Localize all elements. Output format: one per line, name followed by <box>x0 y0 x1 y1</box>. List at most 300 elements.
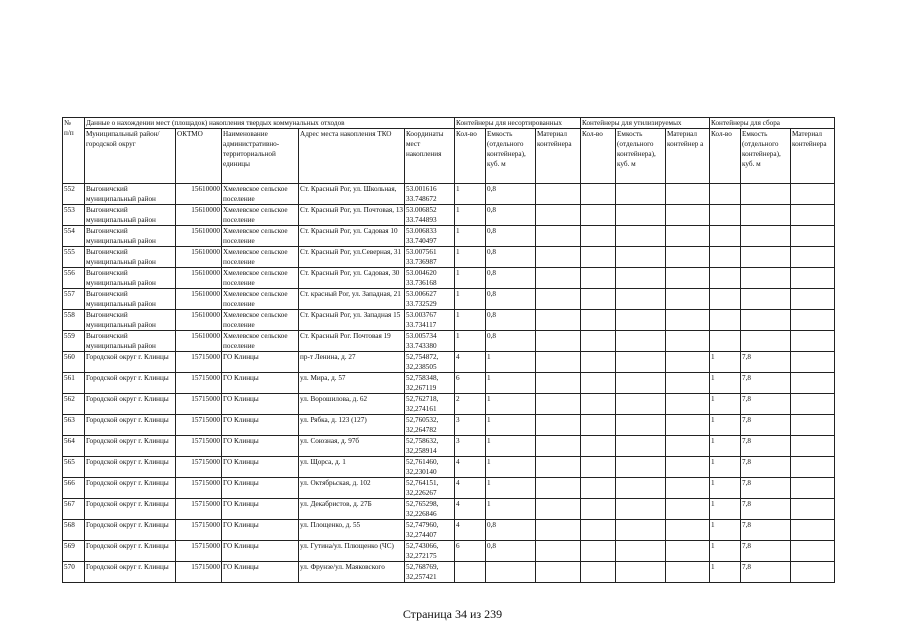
row-number: 559 <box>63 331 85 352</box>
address-cell: ул. Фрунзе/ул. Маяковского <box>299 562 405 583</box>
collection-capacity-cell <box>741 247 791 268</box>
unit-cell: Хмелевское сельское поселение <box>222 226 299 247</box>
district-cell: Городской округ г. Клинцы <box>85 457 176 478</box>
header-address: Адрес места накопления ТКО <box>299 129 405 184</box>
unsorted-qty-cell <box>455 562 486 583</box>
recyclable-material-cell <box>666 520 710 541</box>
collection-capacity-cell: 7,8 <box>741 520 791 541</box>
recyclable-qty-cell <box>581 562 616 583</box>
recyclable-material-cell <box>666 247 710 268</box>
oktmo-cell: 15610000 <box>176 226 222 247</box>
address-cell: ул. Рябка, д. 123 (127) <box>299 415 405 436</box>
recyclable-material-cell <box>666 268 710 289</box>
unsorted-qty-cell: 4 <box>455 478 486 499</box>
coords-cell: 52,764151, 32,226267 <box>405 478 455 499</box>
recyclable-material-cell <box>666 394 710 415</box>
collection-qty-cell: 1 <box>710 352 741 373</box>
oktmo-cell: 15610000 <box>176 289 222 310</box>
oktmo-cell: 15610000 <box>176 310 222 331</box>
unsorted-material-cell <box>536 415 581 436</box>
district-cell: Городской округ г. Клинцы <box>85 394 176 415</box>
recyclable-material-cell <box>666 373 710 394</box>
table-row <box>63 436 835 457</box>
recyclable-qty-cell <box>581 394 616 415</box>
collection-material-cell <box>791 415 835 436</box>
unit-cell: Хмелевское сельское поселение <box>222 247 299 268</box>
row-number: 562 <box>63 394 85 415</box>
collection-material-cell <box>791 352 835 373</box>
collection-capacity-cell <box>741 310 791 331</box>
recyclable-capacity-cell <box>616 436 666 457</box>
recyclable-capacity-cell <box>616 247 666 268</box>
address-cell: Ст. Красный Рог, ул. Садовая 10 <box>299 226 405 247</box>
recyclable-capacity-cell <box>616 331 666 352</box>
collection-capacity-cell <box>741 205 791 226</box>
unsorted-qty-cell: 6 <box>455 373 486 394</box>
coords-cell: 53.007561 33.736987 <box>405 247 455 268</box>
address-cell: ул. Мира, д. 57 <box>299 373 405 394</box>
recyclable-capacity-cell <box>616 268 666 289</box>
address-cell: ул. Октябрьская, д. 102 <box>299 478 405 499</box>
unit-cell: ГО Клинцы <box>222 457 299 478</box>
recyclable-capacity-cell <box>616 499 666 520</box>
waste-sites-table <box>62 117 835 583</box>
collection-material-cell <box>791 499 835 520</box>
collection-material-cell <box>791 478 835 499</box>
recyclable-material-cell <box>666 205 710 226</box>
collection-capacity-cell: 7,8 <box>741 499 791 520</box>
row-number: 556 <box>63 268 85 289</box>
unsorted-qty-cell: 1 <box>455 226 486 247</box>
recyclable-material-cell <box>666 331 710 352</box>
unsorted-capacity-cell: 1 <box>486 373 536 394</box>
collection-material-cell <box>791 289 835 310</box>
row-number: 563 <box>63 415 85 436</box>
unsorted-qty-cell: 3 <box>455 415 486 436</box>
unsorted-material-cell <box>536 457 581 478</box>
address-cell: ул. Союзная, д. 97б <box>299 436 405 457</box>
unit-cell: ГО Клинцы <box>222 394 299 415</box>
collection-capacity-cell: 7,8 <box>741 457 791 478</box>
coords-cell: 52,765298, 32,226846 <box>405 499 455 520</box>
unsorted-qty-cell: 4 <box>455 520 486 541</box>
oktmo-cell: 15715000 <box>176 436 222 457</box>
address-cell: пр-т Ленина, д. 27 <box>299 352 405 373</box>
unsorted-material-cell <box>536 184 581 205</box>
unit-cell: Хмелевское сельское поселение <box>222 268 299 289</box>
header-row-columns <box>63 129 835 184</box>
district-cell: Городской округ г. Клинцы <box>85 520 176 541</box>
header-recyclable-group: Контейнеры для утилизируемых <box>581 118 710 129</box>
unsorted-material-cell <box>536 499 581 520</box>
row-number: 558 <box>63 310 85 331</box>
unit-cell: Хмелевское сельское поселение <box>222 184 299 205</box>
header-collection-group: Контейнеры для сбора <box>710 118 835 129</box>
address-cell: Ст. Красный Рог, ул. Западная 15 <box>299 310 405 331</box>
unit-cell: Хмелевское сельское поселение <box>222 310 299 331</box>
oktmo-cell: 15715000 <box>176 478 222 499</box>
oktmo-cell: 15715000 <box>176 457 222 478</box>
unit-cell: ГО Клинцы <box>222 415 299 436</box>
oktmo-cell: 15715000 <box>176 394 222 415</box>
coords-cell: 52,747960, 32,274407 <box>405 520 455 541</box>
recyclable-qty-cell <box>581 352 616 373</box>
coords-cell: 52,761460, 32,230140 <box>405 457 455 478</box>
unsorted-qty-cell: 1 <box>455 289 486 310</box>
unsorted-capacity-cell: 1 <box>486 394 536 415</box>
recyclable-material-cell <box>666 478 710 499</box>
recyclable-qty-cell <box>581 226 616 247</box>
recyclable-material-cell <box>666 226 710 247</box>
collection-material-cell <box>791 184 835 205</box>
recyclable-capacity-cell <box>616 352 666 373</box>
district-cell: Городской округ г. Клинцы <box>85 415 176 436</box>
table-row <box>63 373 835 394</box>
recyclable-capacity-cell <box>616 415 666 436</box>
header-oktmo: ОКТМО <box>176 129 222 184</box>
coords-cell: 53.004620 33.736168 <box>405 268 455 289</box>
unsorted-qty-cell: 1 <box>455 184 486 205</box>
table-row <box>63 310 835 331</box>
unsorted-material-cell <box>536 562 581 583</box>
collection-qty-cell: 1 <box>710 499 741 520</box>
header-number: № п/п <box>63 118 85 184</box>
recyclable-material-cell <box>666 289 710 310</box>
header-location-group: Данные о нахождении мест (площадок) накопления твердых коммунальных отходов <box>85 118 455 129</box>
header-collection-capacity: Емкость (отдельного контейнера), куб. м <box>741 129 791 184</box>
coords-cell: 52,768769, 32,257421 <box>405 562 455 583</box>
recyclable-material-cell <box>666 415 710 436</box>
collection-material-cell <box>791 247 835 268</box>
page-number: Страница 34 из 239 <box>402 607 503 621</box>
unsorted-material-cell <box>536 541 581 562</box>
unsorted-material-cell <box>536 436 581 457</box>
unsorted-material-cell <box>536 268 581 289</box>
recyclable-capacity-cell <box>616 184 666 205</box>
district-cell: Городской округ г. Клинцы <box>85 436 176 457</box>
row-number: 561 <box>63 373 85 394</box>
district-cell: Выгоничский муниципальный район <box>85 184 176 205</box>
unsorted-qty-cell: 2 <box>455 394 486 415</box>
coords-cell: 52,758632, 32,258914 <box>405 436 455 457</box>
oktmo-cell: 15715000 <box>176 520 222 541</box>
recyclable-material-cell <box>666 436 710 457</box>
district-cell: Выгоничский муниципальный район <box>85 331 176 352</box>
collection-capacity-cell: 7,8 <box>741 352 791 373</box>
table-row <box>63 541 835 562</box>
district-cell: Городской округ г. Клинцы <box>85 562 176 583</box>
row-number: 557 <box>63 289 85 310</box>
district-cell: Выгоничский муниципальный район <box>85 205 176 226</box>
recyclable-material-cell <box>666 184 710 205</box>
unit-cell: ГО Клинцы <box>222 499 299 520</box>
address-cell: Ст. Красный Рог, ул.Северная, 31 <box>299 247 405 268</box>
recyclable-qty-cell <box>581 268 616 289</box>
coords-cell: 53.003767 33.734117 <box>405 310 455 331</box>
unit-cell: ГО Клинцы <box>222 520 299 541</box>
collection-qty-cell: 1 <box>710 373 741 394</box>
collection-material-cell <box>791 520 835 541</box>
collection-qty-cell: 1 <box>710 415 741 436</box>
collection-qty-cell <box>710 268 741 289</box>
collection-capacity-cell <box>741 226 791 247</box>
unsorted-capacity-cell: 0,8 <box>486 268 536 289</box>
collection-qty-cell <box>710 331 741 352</box>
table-row <box>63 184 835 205</box>
address-cell: Ст. Красный Рог, ул. Садовая, 30 <box>299 268 405 289</box>
recyclable-capacity-cell <box>616 226 666 247</box>
unsorted-material-cell <box>536 226 581 247</box>
recyclable-qty-cell <box>581 478 616 499</box>
unsorted-capacity-cell: 0,8 <box>486 310 536 331</box>
header-row-groups <box>63 118 835 129</box>
header-unsorted-qty: Кол-во <box>455 129 486 184</box>
unsorted-capacity-cell: 0,8 <box>486 520 536 541</box>
coords-cell: 53.005734 33.743380 <box>405 331 455 352</box>
collection-capacity-cell <box>741 331 791 352</box>
unit-cell: Хмелевское сельское поселение <box>222 331 299 352</box>
row-number: 570 <box>63 562 85 583</box>
row-number: 554 <box>63 226 85 247</box>
coords-cell: 53.006833 33.740497 <box>405 226 455 247</box>
header-unsorted-material: Материал контейнера <box>536 129 581 184</box>
coords-cell: 53.001616 33.748672 <box>405 184 455 205</box>
unsorted-capacity-cell: 0,8 <box>486 226 536 247</box>
collection-capacity-cell: 7,8 <box>741 373 791 394</box>
district-cell: Городской округ г. Клинцы <box>85 541 176 562</box>
header-collection-qty: Кол-во <box>710 129 741 184</box>
oktmo-cell: 15610000 <box>176 247 222 268</box>
collection-qty-cell <box>710 310 741 331</box>
unit-cell: Хмелевское сельское поселение <box>222 289 299 310</box>
recyclable-material-cell <box>666 457 710 478</box>
collection-capacity-cell: 7,8 <box>741 478 791 499</box>
collection-qty-cell: 1 <box>710 562 741 583</box>
recyclable-qty-cell <box>581 205 616 226</box>
row-number: 555 <box>63 247 85 268</box>
row-number: 568 <box>63 520 85 541</box>
recyclable-material-cell <box>666 562 710 583</box>
district-cell: Выгоничский муниципальный район <box>85 289 176 310</box>
collection-capacity-cell: 7,8 <box>741 394 791 415</box>
recyclable-material-cell <box>666 352 710 373</box>
district-cell: Городской округ г. Клинцы <box>85 478 176 499</box>
unsorted-capacity-cell: 0,8 <box>486 289 536 310</box>
coords-cell: 53.006852 33.744893 <box>405 205 455 226</box>
collection-material-cell <box>791 436 835 457</box>
collection-qty-cell <box>710 184 741 205</box>
oktmo-cell: 15715000 <box>176 562 222 583</box>
address-cell: ул. Декабристов, д. 27Б <box>299 499 405 520</box>
unsorted-material-cell <box>536 352 581 373</box>
unsorted-capacity-cell: 0,8 <box>486 331 536 352</box>
row-number: 565 <box>63 457 85 478</box>
unsorted-material-cell <box>536 247 581 268</box>
recyclable-qty-cell <box>581 415 616 436</box>
unit-cell: Хмелевское сельское поселение <box>222 205 299 226</box>
recyclable-qty-cell <box>581 373 616 394</box>
collection-qty-cell: 1 <box>710 541 741 562</box>
recyclable-qty-cell <box>581 520 616 541</box>
coords-cell: 52,758348, 32,267119 <box>405 373 455 394</box>
unsorted-qty-cell: 4 <box>455 457 486 478</box>
table-row <box>63 205 835 226</box>
coords-cell: 52,762718, 32,274161 <box>405 394 455 415</box>
recyclable-capacity-cell <box>616 394 666 415</box>
address-cell: ул. Площенко, д. 55 <box>299 520 405 541</box>
unsorted-capacity-cell <box>486 562 536 583</box>
collection-capacity-cell <box>741 289 791 310</box>
header-collection-material: Материал контейнера <box>791 129 835 184</box>
unsorted-material-cell <box>536 394 581 415</box>
collection-material-cell <box>791 541 835 562</box>
oktmo-cell: 15610000 <box>176 184 222 205</box>
unit-cell: ГО Клинцы <box>222 352 299 373</box>
header-district: Муниципальный район/городской округ <box>85 129 176 184</box>
unsorted-qty-cell: 3 <box>455 436 486 457</box>
address-cell: Ст. Красный Рог. Почтовая 19 <box>299 331 405 352</box>
collection-capacity-cell: 7,8 <box>741 415 791 436</box>
table-row <box>63 352 835 373</box>
address-cell: Ст. Красный Рог, ул. Почтовая, 13 <box>299 205 405 226</box>
coords-cell: 52,754872, 32,238505 <box>405 352 455 373</box>
recyclable-qty-cell <box>581 436 616 457</box>
recyclable-qty-cell <box>581 457 616 478</box>
row-number: 569 <box>63 541 85 562</box>
district-cell: Выгоничский муниципальный район <box>85 268 176 289</box>
recyclable-qty-cell <box>581 331 616 352</box>
unit-cell: ГО Клинцы <box>222 478 299 499</box>
unsorted-qty-cell: 1 <box>455 331 486 352</box>
unsorted-qty-cell: 1 <box>455 247 486 268</box>
table-row <box>63 394 835 415</box>
table-row <box>63 247 835 268</box>
district-cell: Городской округ г. Клинцы <box>85 352 176 373</box>
collection-qty-cell: 1 <box>710 520 741 541</box>
collection-material-cell <box>791 310 835 331</box>
address-cell: Ст. красный Рог, ул. Западная, 21 <box>299 289 405 310</box>
table-row <box>63 415 835 436</box>
unsorted-capacity-cell: 1 <box>486 499 536 520</box>
header-recyclable-capacity: Емкость (отдельного контейнера), куб. м <box>616 129 666 184</box>
recyclable-capacity-cell <box>616 541 666 562</box>
oktmo-cell: 15610000 <box>176 205 222 226</box>
table-row <box>63 478 835 499</box>
recyclable-capacity-cell <box>616 289 666 310</box>
recyclable-capacity-cell <box>616 310 666 331</box>
unsorted-qty-cell: 1 <box>455 205 486 226</box>
header-unsorted-capacity: Емкость (отдельного контейнера), куб. м <box>486 129 536 184</box>
unsorted-capacity-cell: 1 <box>486 352 536 373</box>
unsorted-material-cell <box>536 520 581 541</box>
recyclable-qty-cell <box>581 184 616 205</box>
header-recyclable-material: Материал контейнер а <box>666 129 710 184</box>
unit-cell: ГО Клинцы <box>222 436 299 457</box>
district-cell: Выгоничский муниципальный район <box>85 247 176 268</box>
recyclable-capacity-cell <box>616 520 666 541</box>
collection-capacity-cell: 7,8 <box>741 562 791 583</box>
table-row <box>63 331 835 352</box>
unit-cell: ГО Клинцы <box>222 373 299 394</box>
unit-cell: ГО Клинцы <box>222 562 299 583</box>
collection-capacity-cell: 7,8 <box>741 541 791 562</box>
row-number: 567 <box>63 499 85 520</box>
collection-capacity-cell: 7,8 <box>741 436 791 457</box>
unsorted-capacity-cell: 0,8 <box>486 184 536 205</box>
row-number: 566 <box>63 478 85 499</box>
unsorted-capacity-cell: 1 <box>486 436 536 457</box>
district-cell: Выгоничский муниципальный район <box>85 310 176 331</box>
table-body <box>63 184 835 583</box>
table-row <box>63 457 835 478</box>
table-row <box>63 289 835 310</box>
header-unsorted-group: Контейнеры для несортированных <box>455 118 581 129</box>
recyclable-material-cell <box>666 541 710 562</box>
address-cell: ул. Щорса, д. 1 <box>299 457 405 478</box>
unsorted-material-cell <box>536 373 581 394</box>
oktmo-cell: 15610000 <box>176 268 222 289</box>
coords-cell: 52,760532, 32,264782 <box>405 415 455 436</box>
collection-material-cell <box>791 331 835 352</box>
coords-cell: 52,743066, 32,272175 <box>405 541 455 562</box>
recyclable-qty-cell <box>581 541 616 562</box>
unsorted-capacity-cell: 1 <box>486 478 536 499</box>
unsorted-qty-cell: 1 <box>455 268 486 289</box>
district-cell: Городской округ г. Клинцы <box>85 373 176 394</box>
table-row <box>63 226 835 247</box>
unsorted-qty-cell: 4 <box>455 499 486 520</box>
collection-capacity-cell <box>741 268 791 289</box>
unsorted-capacity-cell: 1 <box>486 457 536 478</box>
unsorted-capacity-cell: 0,8 <box>486 247 536 268</box>
row-number: 552 <box>63 184 85 205</box>
unsorted-material-cell <box>536 310 581 331</box>
unsorted-capacity-cell: 0,8 <box>486 205 536 226</box>
collection-qty-cell: 1 <box>710 478 741 499</box>
unsorted-material-cell <box>536 289 581 310</box>
unsorted-capacity-cell: 1 <box>486 415 536 436</box>
collection-qty-cell <box>710 289 741 310</box>
collection-material-cell <box>791 457 835 478</box>
recyclable-capacity-cell <box>616 562 666 583</box>
unsorted-qty-cell: 6 <box>455 541 486 562</box>
collection-material-cell <box>791 373 835 394</box>
district-cell: Выгоничский муниципальный район <box>85 226 176 247</box>
oktmo-cell: 15715000 <box>176 541 222 562</box>
unit-cell: ГО Клинцы <box>222 541 299 562</box>
unsorted-capacity-cell: 0,8 <box>486 541 536 562</box>
collection-capacity-cell <box>741 184 791 205</box>
oktmo-cell: 15715000 <box>176 352 222 373</box>
table-row <box>63 520 835 541</box>
recyclable-qty-cell <box>581 247 616 268</box>
address-cell: Ст. Красный Рог, ул. Школьная, <box>299 184 405 205</box>
recyclable-capacity-cell <box>616 478 666 499</box>
unsorted-material-cell <box>536 205 581 226</box>
header-recyclable-qty: Кол-во <box>581 129 616 184</box>
collection-material-cell <box>791 394 835 415</box>
collection-material-cell <box>791 205 835 226</box>
collection-qty-cell <box>710 247 741 268</box>
recyclable-capacity-cell <box>616 373 666 394</box>
oktmo-cell: 15715000 <box>176 415 222 436</box>
recyclable-qty-cell <box>581 289 616 310</box>
district-cell: Городской округ г. Клинцы <box>85 499 176 520</box>
row-number: 560 <box>63 352 85 373</box>
unsorted-material-cell <box>536 331 581 352</box>
table-row <box>63 562 835 583</box>
header-coords: Координаты мест накопления <box>405 129 455 184</box>
